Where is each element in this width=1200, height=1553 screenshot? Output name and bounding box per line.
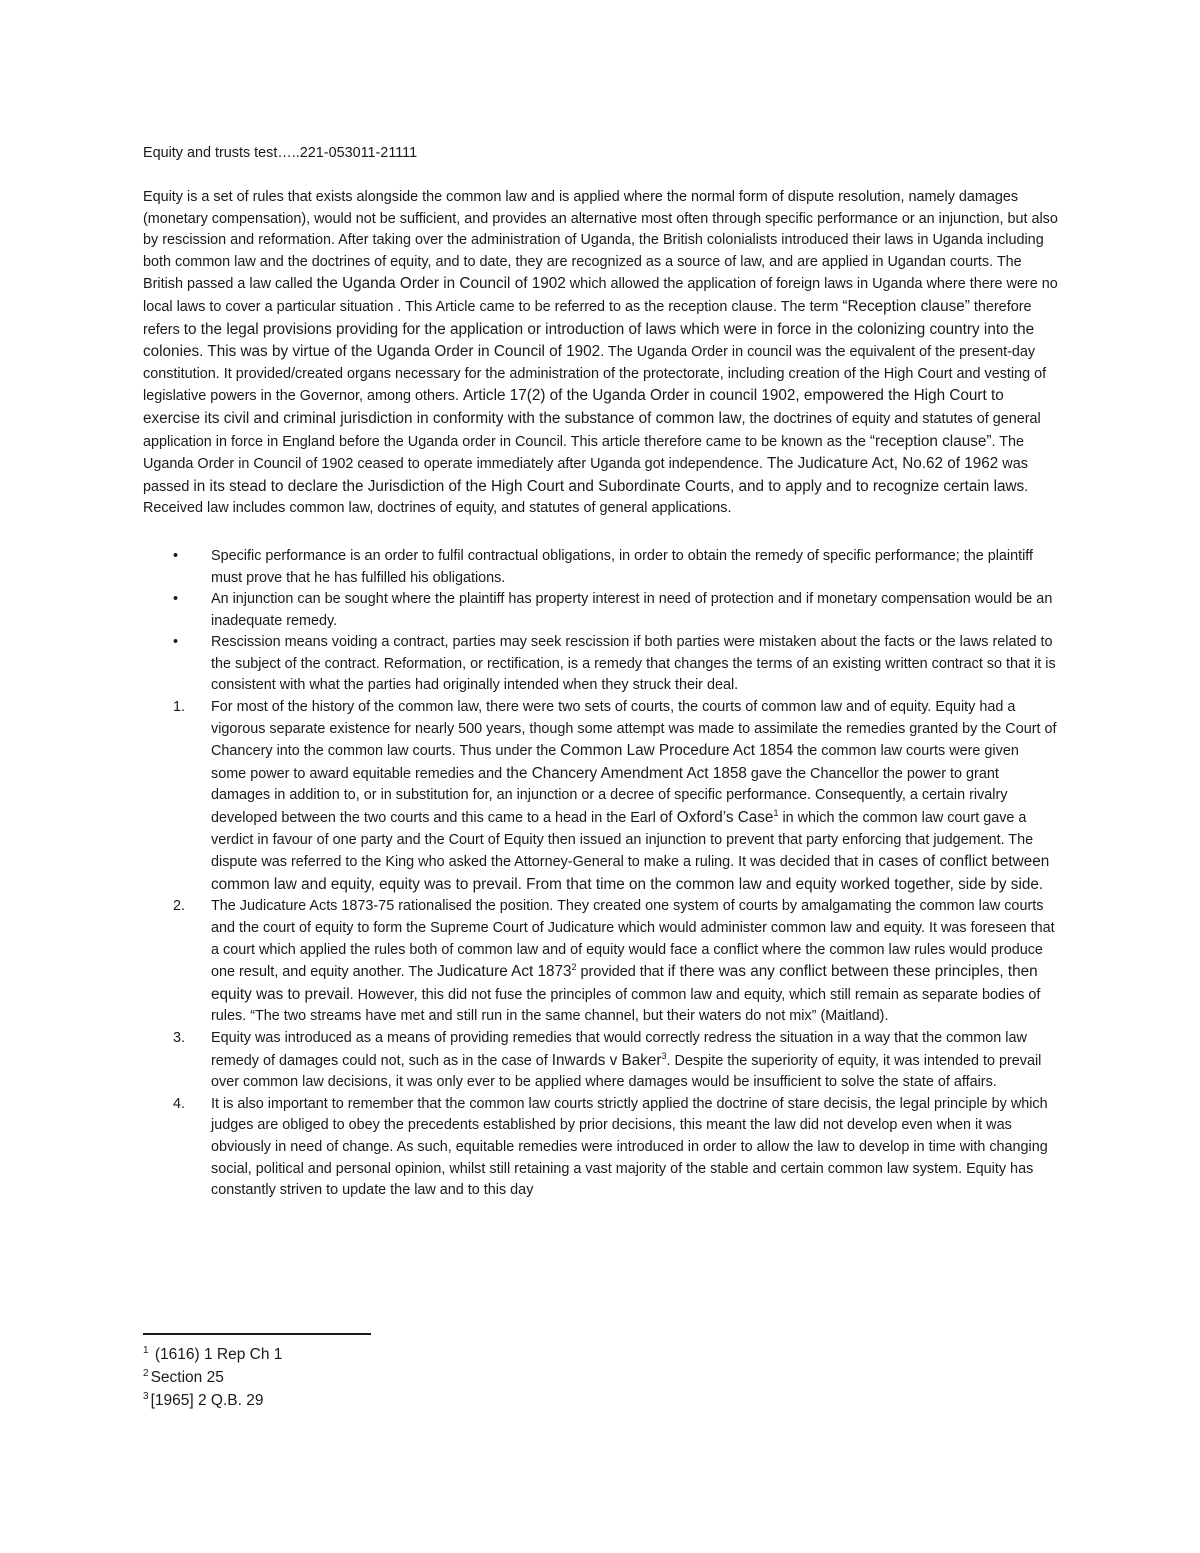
emphasis-text: Article 17(2) of the Uganda Order in council 1902, empowered the High Court to exercise its civil and criminal jurisdiction in conformity with the substance of common law — [143, 387, 1004, 427]
text-run: It is also important to remember that the common law courts strictly applied the doctrine of stare decisis, the legal principle by which judges are obliged to obey the precedents established by prior decisions, this meant the law did not develop even when it was obviously in need of change. As such, equitable remedies were introduced in order to allow the law to develop in time with changing social, political and personal opinion, whilst still retaining a vast majority of the stable and certain common law system. Equity has constantly striven to update the law and to this day — [211, 1095, 1048, 1199]
footnote-number: 1 — [143, 1344, 149, 1356]
list-item — [143, 896, 1058, 1028]
text-run: For most of the history of the common law, there were two sets of courts, the courts of common law and of equity. Equity had a vigorous separate existence for nearly 500 years, though some attempt was made to assimilate the remedies granted by the Court of Chancery into the common law courts. Thus under the — [211, 699, 1057, 760]
footnote-number: 3 — [143, 1390, 149, 1402]
text-run: . Despite the superiority of equity, it was intended to prevail over common law decisions, it was only ever to be applied where damages would be insufficient to solve the state of affairs. — [211, 1052, 1042, 1091]
text-run: , the doctrines of equity and statutes of general application in force in England before the Uganda order in Council. This article therefore came to be known as the — [143, 410, 1041, 450]
text-run: . The Uganda Order in council was the equivalent of the present-day constitution. It provided/created organs necessary for the administration of the protectorate, including creation of the High Court and vesting of legislative powers in the Governor, among others. — [143, 344, 1047, 405]
footnote-ref: 1 — [773, 808, 779, 819]
text-run: Rescission means voiding a contract, parties may seek rescission if both parties were mistaken about the facts or the laws related to the subject of the contract. Reformation, or rectification, is a remedy that changes the terms of an existing written contract so that it is consistent with what the parties had originally intended when they struck their deal. — [211, 634, 1056, 694]
text-run: . Received law includes common law, doctrines of equity, and statutes of general applications. — [143, 478, 1029, 517]
emphasis-text: Common Law Procedure Act 1854 — [560, 742, 794, 760]
footnote-text: Section 25 — [150, 1369, 224, 1386]
points-list — [143, 546, 1058, 1202]
footnotes — [143, 1343, 543, 1412]
text-run: which allowed the application of foreign laws in Uganda where there were no local laws to cover a particular situation . This Article came to be referred to as the reception clause. The term — [143, 276, 1058, 315]
text-run: The Judicature Acts 1873-75 rationalised the position. They created one system of courts by amalgamating the common law courts and the court of equity to form the Supreme Court of Judicature which would administer common law and equity. It was foreseen that a court which applied the rules both of common law and of equity would face a conflict where the common law rules would produce one result, and equity another. The — [211, 898, 1055, 981]
footnote — [143, 1389, 543, 1412]
list-marker: • — [173, 591, 179, 608]
document-page — [143, 142, 1058, 1202]
emphasis-text: in its stead to declare the Jurisdiction of the High Court and Subordinate Courts, and to apply and to recognize certain laws — [193, 477, 1025, 495]
list-item-text — [211, 589, 1058, 632]
footnote-text: [1965] 2 Q.B. 29 — [150, 1392, 264, 1409]
list-marker: • — [173, 634, 179, 651]
footnote — [143, 1343, 543, 1366]
list-item-text — [211, 697, 1058, 896]
emphasis-text: the Chancery Amendment Act 1858 — [506, 764, 747, 782]
footnote-ref: 2 — [571, 962, 577, 973]
list-item-text — [211, 1094, 1058, 1202]
list-item-text — [211, 1028, 1058, 1094]
footnote-separator — [143, 1333, 371, 1335]
text-run: gave the Chancellor the power to grant damages in addition to, or in substitution for, an injunction or a decree of specific performance. Consequently, a certain rivalry developed between the two courts and this came to a head in the Earl — [211, 765, 1008, 827]
list-marker: 1. — [173, 699, 186, 716]
footnote-text: (1616) 1 Rep Ch 1 — [150, 1346, 283, 1363]
emphasis-text: if there was any conflict between these principles, then equity was to prevail — [211, 963, 1038, 1003]
list-item-text — [211, 896, 1058, 1028]
list-marker: • — [173, 547, 179, 564]
text-run: . However, this did not fuse the principles of common law and equity, which still remain as separate bodies of rules. “The two streams have met and still run in the same channel, but their waters do not mix” (Maitland). — [211, 986, 1041, 1025]
emphasis-text: of Oxford’s Case — [659, 809, 774, 827]
emphasis-text: Judicature Act 1873 — [437, 963, 572, 981]
footnote — [143, 1366, 543, 1389]
list-item — [143, 589, 1058, 632]
emphasis-text: the Uganda Order in Council of 1902 — [316, 275, 566, 293]
emphasis-text: “Reception clause” — [842, 297, 970, 315]
emphasis-text: The Judicature Act, No.62 of 1962 — [767, 455, 999, 473]
text-run: therefore refers — [143, 298, 1032, 338]
emphasis-text: in cases of conflict between common law and equity, equity was to prevail. From that time on the common law and equity worked together, side by side. — [211, 853, 1050, 893]
list-item — [143, 1028, 1058, 1094]
text-run: . The Uganda Order in Council of 1902 ceased to operate immediately after Uganda got independence. — [143, 433, 1025, 473]
list-marker: 4. — [173, 1095, 186, 1112]
list-item-text — [211, 546, 1058, 589]
emphasis-text: to the legal provisions providing for the application or introduction of laws which were in force in the colonizing country into the colonies. This was by virtue of the Uganda Order in Council of 1902 — [143, 320, 1035, 361]
document-title: Equity and trusts test…..221-053011-21111 — [143, 145, 418, 161]
list-marker: 2. — [173, 898, 186, 915]
list-item — [143, 632, 1058, 697]
text-run: An injunction can be sought where the plaintiff has property interest in need of protection and if monetary compensation would be an inadequate remedy. — [211, 591, 1053, 629]
emphasis-text: Inwards v Baker — [551, 1051, 662, 1069]
text-run: Specific performance is an order to fulfil contractual obligations, in order to obtain the remedy of specific performance; the plaintiff must prove that he has fulfilled his obligations. — [211, 547, 1034, 586]
list-item — [143, 697, 1058, 896]
text-run: provided that — [576, 964, 668, 981]
list-item — [143, 546, 1058, 589]
text-run: the common law courts were given some power to award equitable remedies and — [211, 743, 1019, 782]
list-item — [143, 1094, 1058, 1202]
text-run: Equity is a set of rules that exists alongside the common law and is applied where the normal form of dispute resolution, namely damages (monetary compensation), would not be sufficient, and provides an alternative most often through specific performance or an injunction, but also by rescission and reformation. After taking over the administration of Uganda, the British colonialists introduced their laws in Uganda including both common law and the doctrines of equity, and to date, they are recognized as a source of law, and are applied in Ugandan courts. The British passed a law called — [143, 189, 1058, 293]
text-run: Equity was introduced as a means of providing remedies that would correctly redress the situation in a way that the common law remedy of damages could not, such as in the case of — [211, 1029, 1027, 1069]
footnote-ref: 3 — [661, 1050, 667, 1061]
list-item-text — [211, 632, 1058, 697]
text-run: in which the common law court gave a verdict in favour of one party and the Court of Equity then issued an injunction to prevent that party enforcing that judgement. The dispute was referred to the King who asked the Attorney-General to make a ruling. It was decided that — [211, 810, 1034, 871]
intro-paragraph — [143, 187, 1058, 520]
text-run: was passed — [143, 456, 1028, 495]
list-marker: 3. — [173, 1029, 186, 1046]
footnote-number: 2 — [143, 1367, 149, 1379]
emphasis-text: “reception clause” — [869, 432, 992, 450]
